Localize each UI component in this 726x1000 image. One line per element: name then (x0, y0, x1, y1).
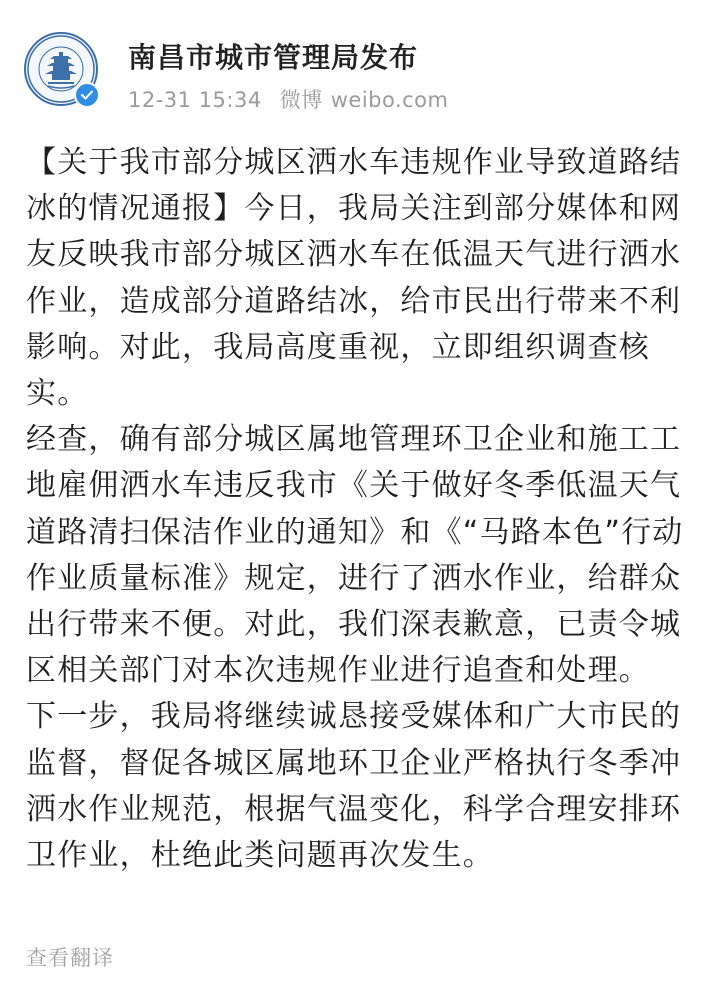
post-source-site: weibo.com (330, 88, 449, 112)
post-paragraph: 【关于我市部分城区洒水车违规作业导致道路结冰的情况通报】今日，我局关注到部分媒体和网友反映我市部分城区洒水车在低温天气进行洒水作业，造成部分道路结冰，给市民出行带来不利影响。对此，我局高度重视，立即组织调查核实。 (26, 145, 682, 412)
post-subline (128, 86, 466, 114)
post-text (26, 140, 702, 879)
avatar[interactable] (24, 32, 102, 110)
post-source-app: 微博 (279, 88, 323, 112)
account-name[interactable]: 南昌市城市管理局发布 (128, 41, 419, 74)
post-paragraph: 下一步，我局将继续诚恳接受媒体和广大市民的监督，督促各城区属地环卫企业严格执行冬季冲洒水作业规范，根据气温变化，科学合理安排环卫作业，杜绝此类问题再次发生。 (26, 699, 682, 874)
post-timestamp: 12-31 15:34 (128, 88, 262, 112)
view-translation-link[interactable]: 查看翻译 (26, 946, 114, 970)
post-paragraph: 经查，确有部分城区属地管理环卫企业和施工工地雇佣洒水车违反我市《关于做好冬季低温天气道路清扫保洁作业的通知》和《“马路本色”行动作业质量标准》规定，进行了洒水作业，给群众出行带来不便。对此，我们深表歉意，已责令城区相关部门对本次违规作业进行追查和处理。 (26, 422, 684, 689)
post-meta (128, 32, 466, 114)
post-header (24, 32, 466, 114)
verified-badge-icon (74, 82, 100, 108)
